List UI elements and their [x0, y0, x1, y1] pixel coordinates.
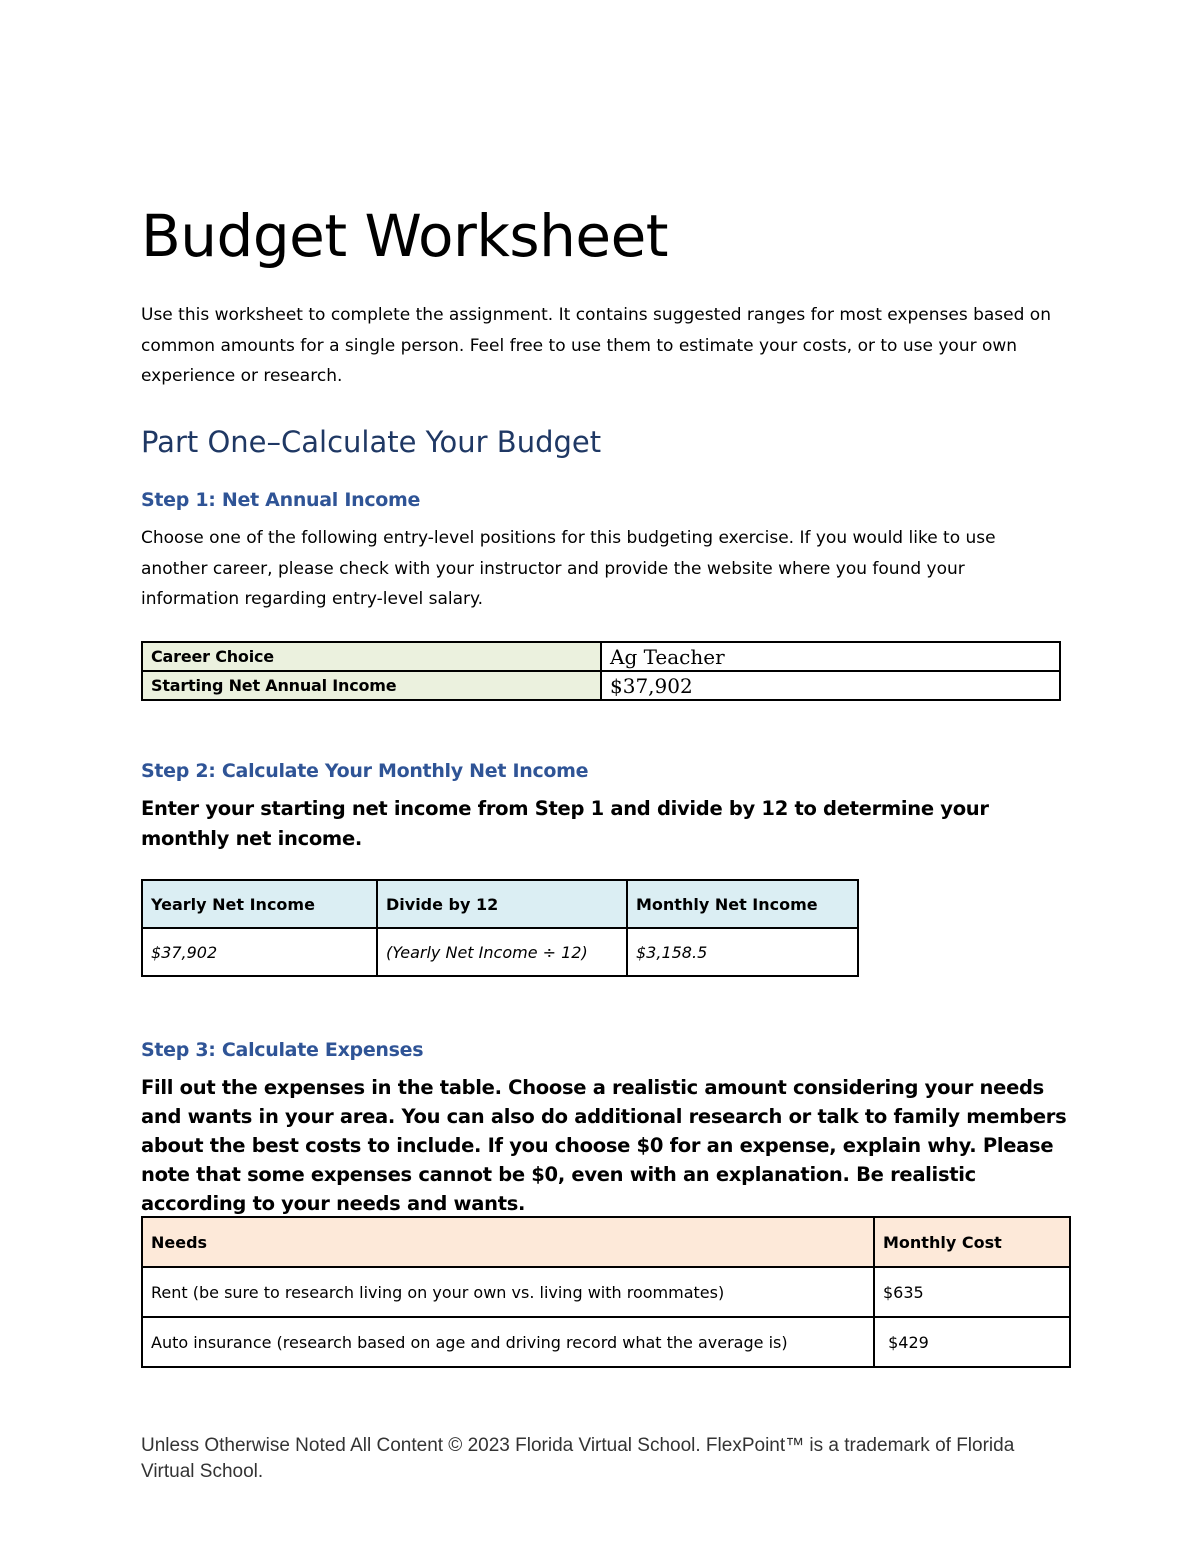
part-one-heading: Part One–Calculate Your Budget — [141, 425, 602, 459]
monthly-net-income-header: Monthly Net Income — [627, 880, 858, 928]
net-annual-income-label: Starting Net Annual Income — [142, 671, 601, 700]
income-value-row — [142, 928, 858, 976]
divide-by-12-header: Divide by 12 — [377, 880, 627, 928]
step2-heading: Step 2: Calculate Your Monthly Net Income — [141, 760, 589, 782]
career-table — [141, 641, 1061, 701]
page-title: Budget Worksheet — [141, 202, 668, 270]
yearly-net-income-value[interactable]: $37,902 — [142, 928, 377, 976]
table-row — [142, 1267, 1070, 1317]
career-choice-label: Career Choice — [142, 642, 601, 671]
step2-instructions: Enter your starting net income from Step 1 and divide by 12 to determine your monthly net income. — [141, 797, 989, 850]
need-rent-label: Rent (be sure to research living on your own vs. living with roommates) — [142, 1267, 874, 1317]
needs-header: Needs — [142, 1217, 874, 1267]
need-rent-cost[interactable]: $635 — [874, 1267, 1070, 1317]
monthly-income-table — [141, 879, 859, 977]
monthly-cost-header: Monthly Cost — [874, 1217, 1070, 1267]
step3-instructions: Fill out the expenses in the table. Choose a realistic amount considering your needs and wants in your area. You can also do additional research or talk to family members about the best costs to include. If you choose $0 for an expense, explain why. Please note that some expenses cannot be $0, even with an explanation. Be realistic according to your needs and wants. — [141, 1076, 1067, 1215]
monthly-net-income-value[interactable]: $3,158.5 — [627, 928, 858, 976]
career-choice-row — [142, 642, 1060, 671]
step1-instructions: Choose one of the following entry-level positions for this budgeting exercise. If you would like to use another career, please check with your instructor and provide the website where you found your information regarding entry-level salary. — [141, 528, 996, 609]
career-choice-value[interactable]: Ag Teacher — [601, 642, 1060, 671]
footer-copyright: Unless Otherwise Noted All Content © 2023 Florida Virtual School. FlexPoint™ is a trademark of Florida Virtual School. — [141, 1435, 1015, 1482]
table-row — [142, 1317, 1070, 1367]
needs-header-row — [142, 1217, 1070, 1267]
income-header-row — [142, 880, 858, 928]
need-auto-insurance-cost[interactable]: $429 — [874, 1317, 1070, 1367]
step1-heading: Step 1: Net Annual Income — [141, 489, 421, 511]
yearly-net-income-header: Yearly Net Income — [142, 880, 377, 928]
net-annual-income-row — [142, 671, 1060, 700]
need-auto-insurance-label: Auto insurance (research based on age and driving record what the average is) — [142, 1317, 874, 1367]
divide-by-12-value[interactable]: (Yearly Net Income ÷ 12) — [377, 928, 627, 976]
needs-table — [141, 1216, 1071, 1368]
step3-heading: Step 3: Calculate Expenses — [141, 1039, 424, 1061]
intro-paragraph: Use this worksheet to complete the assignment. It contains suggested ranges for most expenses based on common amounts for a single person. Feel free to use them to estimate your costs, or to use your own experience or research. — [141, 305, 1051, 386]
net-annual-income-value[interactable]: $37,902 — [601, 671, 1060, 700]
